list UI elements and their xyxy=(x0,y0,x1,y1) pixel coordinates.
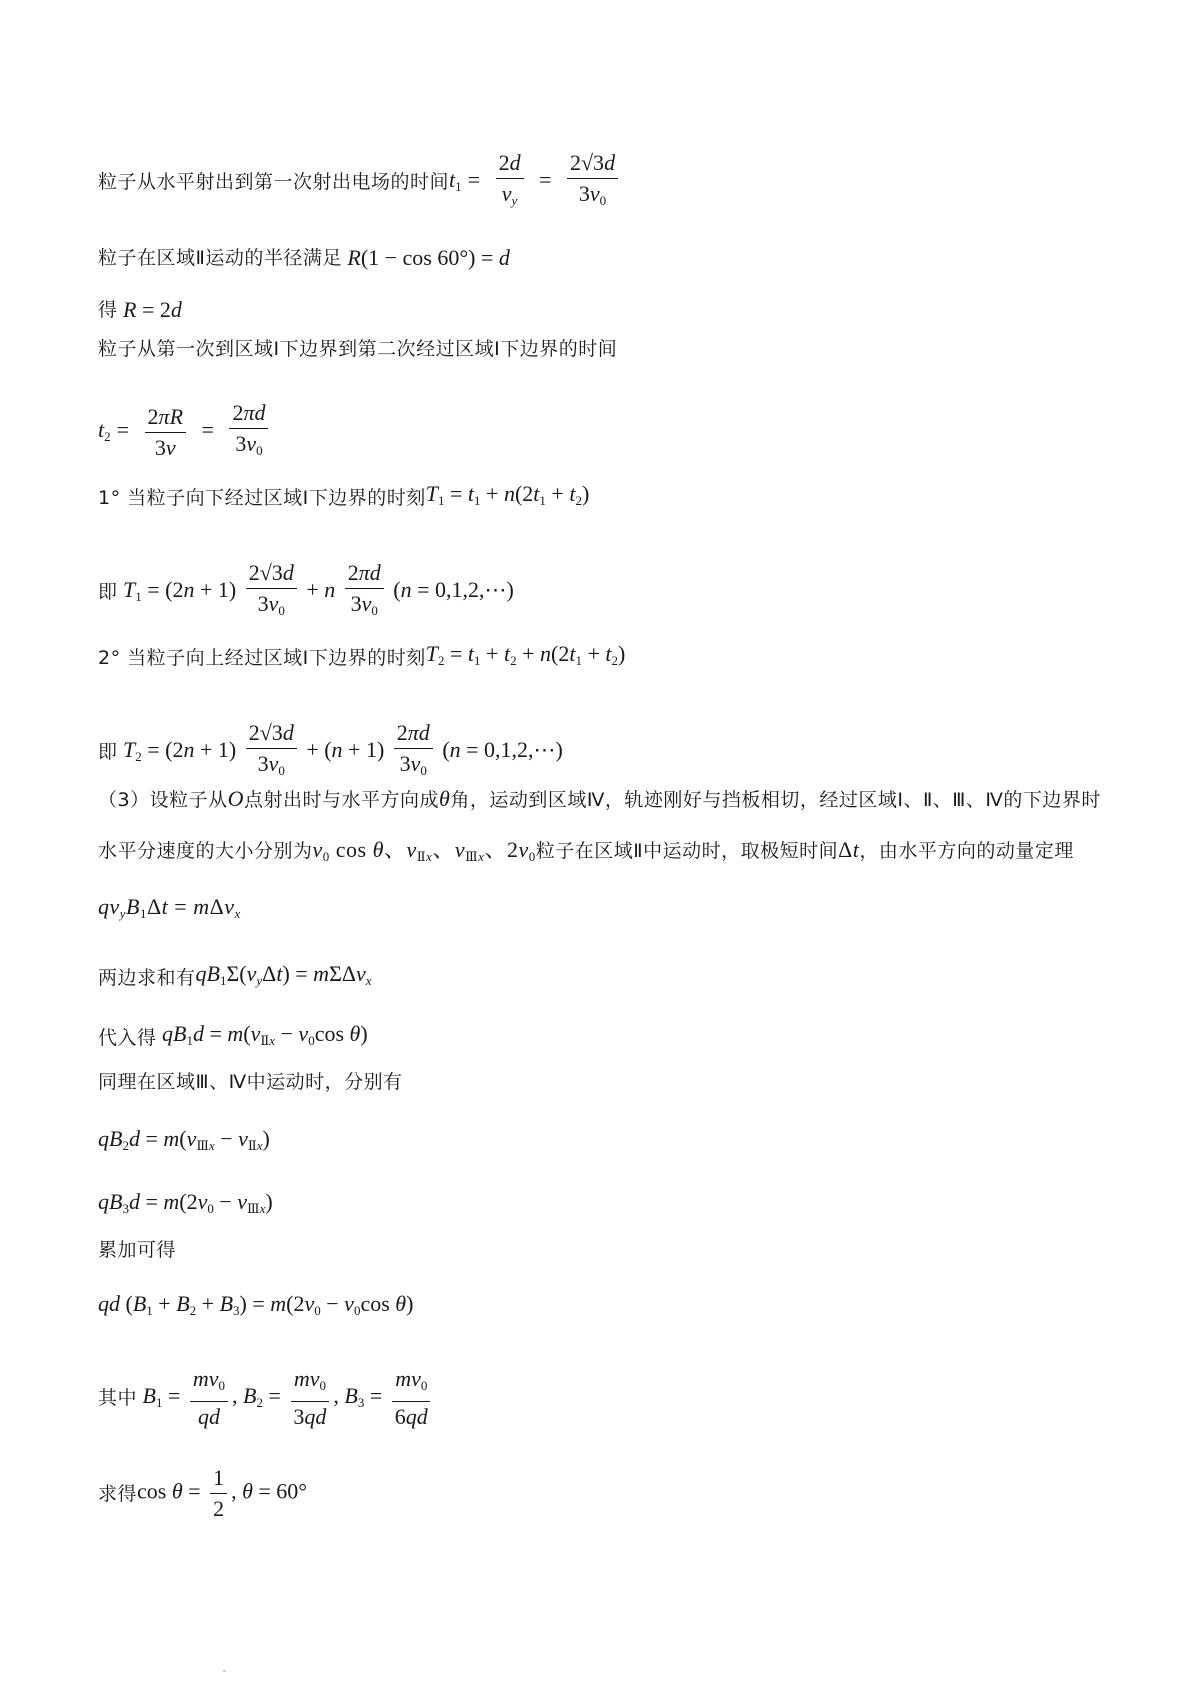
formula-b2: $qB_2d = m(v_{Ⅲx} - v_{Ⅱx})$ xyxy=(98,1126,270,1153)
accumulate-line xyxy=(98,1236,176,1264)
para-text: ，由水平方向的动量定理 xyxy=(859,840,1074,862)
line-text: 两边求和有 xyxy=(98,966,196,989)
formula-sum: $qB_1\Sigma(v_y\Delta t) = m\Sigma\Delta v_x$ xyxy=(195,961,372,988)
part3-paragraph xyxy=(98,774,1108,939)
formula-T1-def: $T_1 = t_1 + n(2t_1 + t_2)$ xyxy=(425,481,590,508)
formula-b3: $qB_3d = m(2v_0 - v_{Ⅲx})$ xyxy=(98,1189,273,1216)
time-between-crossings-line xyxy=(98,335,617,363)
para-text: 角，运动到区域Ⅳ，轨迹刚好与挡板相切，经过区域Ⅰ、Ⅱ、Ⅲ、Ⅳ的下边界时水平分速度的大小分别为 xyxy=(98,789,1101,862)
line-text: 累加可得 xyxy=(98,1239,177,1261)
para-text: 点射出时与水平方向成 xyxy=(243,789,439,811)
b-values-line xyxy=(98,1366,435,1430)
formula-T1: $T_1 = (2n + 1)$ $\frac{2√3d}{3v_0}$ + n $\frac{2\pi d}{3v_0}$ (n = 0,1,2,⋯) xyxy=(123,560,514,618)
sum-line xyxy=(98,960,372,995)
delta-t: Δt xyxy=(838,837,860,862)
formula-t2-line xyxy=(98,400,272,464)
theta-result-line xyxy=(98,1465,307,1522)
formula-b-values: $B_1$ = $\frac{mv_0}{qd}$ , $B_2$ = $\frac{mv_0}{3qd}$ , $B_3$ = $\frac{mv_0}{6qd}$ xyxy=(137,1366,435,1430)
line-text: 1° 当粒子向下经过区域Ⅰ下边界的时刻 xyxy=(98,486,426,509)
line-text: 代入得 xyxy=(98,1026,157,1049)
formula-theta: cos θ = $\frac{1}{2}$ , θ = 60° xyxy=(137,1465,308,1521)
case1-result-line xyxy=(98,560,514,624)
similar-line xyxy=(98,1068,403,1096)
line-text: 粒子从第一次到区域Ⅰ下边界到第二次经过区域Ⅰ下边界的时间 xyxy=(98,338,618,360)
velocity-list: $v_0$ cos θ、$v_{Ⅱx}$、$v_{Ⅲx}$、$2v_0$ xyxy=(312,837,536,864)
formula-T2-def: $T_2 = t_1 + t_2 + n(2t_1 + t_2)$ xyxy=(425,641,626,668)
substitute-line xyxy=(98,1020,368,1055)
line-text: 得 xyxy=(98,299,118,321)
formula-T2: $T_2 = (2n + 1)$ $\frac{2√3d}{3v_0}$ + (n + 1) $\frac{2\pi d}{3v_0}$ (n = 0,1,2,⋯) xyxy=(123,720,563,778)
formula-total-line xyxy=(98,1290,413,1325)
point-o: O xyxy=(227,786,244,811)
radius-condition-line xyxy=(98,244,510,272)
formula-b1: $qB_1d = m(v_{Ⅱx} - v_0\cos$ θ) xyxy=(162,1021,368,1048)
line-text: 粒子在区域Ⅱ运动的半径满足 xyxy=(98,247,342,269)
formula-radius: R(1 − cos 60°) = d xyxy=(347,245,510,270)
line-text: 即 xyxy=(98,741,118,763)
time-first-exit-line xyxy=(98,150,622,214)
case1-line xyxy=(98,480,589,515)
line-text: 其中 xyxy=(98,1387,138,1409)
formula-t2: $t_2$ = $\frac{2\pi R}{3v}$ = $\frac{2\pi d}{3v_0}$ xyxy=(98,400,272,464)
para-text: 粒子在区域Ⅱ中运动时，取极短时间 xyxy=(535,840,839,862)
formula-r-equals: R = 2d xyxy=(123,297,182,322)
formula-b2-line xyxy=(98,1125,270,1160)
line-text: 粒子从水平射出到第一次射出电场的时间 xyxy=(98,171,450,193)
line-text: 求得 xyxy=(98,1482,138,1505)
theta: θ xyxy=(439,786,451,811)
formula-t1: $t_1$ = $\frac{2d}{v_y}$ = $\frac{2√3d}{3v_0}$ xyxy=(449,150,622,214)
formula-total: qd $(B_1 + B_2 + B_3) = m(2v_0 - v_0\cos$ θ) xyxy=(98,1291,414,1318)
line-text: 同理在区域Ⅲ、Ⅳ中运动时，分别有 xyxy=(98,1071,403,1093)
para-text: （3）设粒子从 xyxy=(98,789,228,811)
radius-result-line xyxy=(98,296,182,324)
line-text: 2° 当粒子向上经过区域Ⅰ下边界的时刻 xyxy=(98,646,426,669)
case2-line xyxy=(98,640,625,675)
formula-momentum: $qv_yB_1\Delta t = m\Delta v_x$ xyxy=(98,894,241,921)
page-mark xyxy=(223,1670,226,1672)
formula-b3-line xyxy=(98,1188,273,1223)
line-text: 即 xyxy=(98,581,118,603)
